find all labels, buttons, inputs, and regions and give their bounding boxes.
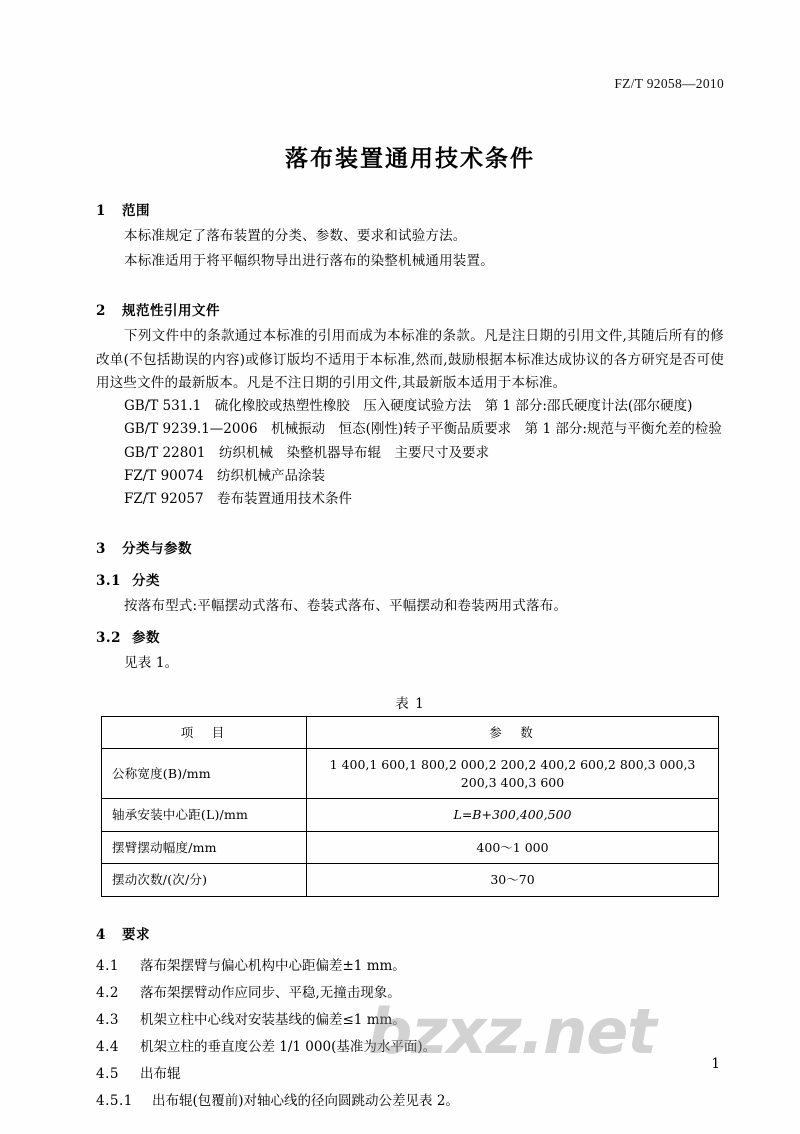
section-3-1 <box>96 569 724 618</box>
table-header-parameter: 参 数 <box>307 716 719 749</box>
reference-item <box>124 488 724 511</box>
section-3-1-number: 3.1 <box>96 573 121 590</box>
reference-text: GB/T 9239.1—2006 机械振动 恒态(刚性)转子平衡品质要求 第 1 部分:规范与平衡允差的检验 <box>124 421 722 438</box>
requirement-number: 4.1 <box>96 957 119 974</box>
section-2-heading <box>96 299 724 319</box>
parameters-table <box>101 716 719 897</box>
reference-item <box>124 442 724 465</box>
section-3-2-paragraph: 见表 1。 <box>124 655 179 672</box>
requirement-text: 出布辊 <box>140 1065 181 1082</box>
requirement-text: 机架立柱中心线对安装基线的偏差≤1 mm。 <box>140 1011 406 1028</box>
requirement-item <box>96 953 724 980</box>
table-row <box>102 799 719 832</box>
table-cell-item: 轴承安装中心距(L)/mm <box>102 799 307 832</box>
table-cell-item: 摆动次数/(次/分) <box>102 864 307 897</box>
section-2-number: 2 <box>96 303 106 320</box>
section-3-number: 3 <box>96 541 106 558</box>
table-cell-value: 1 400,1 600,1 800,2 000,2 200,2 400,2 600,2 800,3 000,3 200,3 400,3 600 <box>307 749 719 799</box>
requirement-number: 4.5 <box>96 1065 119 1082</box>
section-3-heading <box>96 537 724 557</box>
table-caption: 表 1 <box>395 695 425 712</box>
watermark: bzxz.net <box>368 995 656 1068</box>
section-4-heading <box>96 923 724 943</box>
section-4-number: 4 <box>96 926 106 943</box>
page-content <box>96 76 724 1115</box>
section-1-paragraph-1: 本标准规定了落布装置的分类、参数、要求和试验方法。 <box>124 228 467 244</box>
table-cell-value: 30～70 <box>307 864 719 897</box>
reference-text: GB/T 531.1 硫化橡胶或热塑性橡胶 压入硬度试验方法 第 1 部分:邵氏硬度计法(邵尔硬度) <box>124 398 693 415</box>
section-3-1-paragraph: 按落布型式:平幅摆动式落布、卷装式落布、平幅摆动和卷装两用式落布。 <box>124 598 568 615</box>
section-1-number: 1 <box>96 203 106 219</box>
reference-item <box>124 465 724 488</box>
table-cell-value: 400～1 000 <box>307 831 719 864</box>
reference-text: GB/T 22801 纺织机械 染整机器导布辊 主要尺寸及要求 <box>124 444 489 461</box>
requirement-item <box>96 1088 724 1115</box>
section-4-title: 要求 <box>122 926 150 943</box>
requirement-number: 4.2 <box>96 984 119 1001</box>
section-3-2-title: 参数 <box>132 630 160 647</box>
requirement-number: 4.4 <box>96 1038 119 1055</box>
reference-item <box>124 395 724 418</box>
section-3-1-title: 分类 <box>132 573 160 590</box>
section-1-paragraph-2: 本标准适用于将平幅织物导出进行落布的染整机械通用装置。 <box>124 253 494 270</box>
requirement-text: 机架立柱的垂直度公差 1/1 000(基准为水平面)。 <box>140 1038 437 1055</box>
reference-text: FZ/T 92057 卷布装置通用技术条件 <box>124 490 353 507</box>
section-3-2 <box>96 626 724 675</box>
table-cell-value: L=B+300,400,500 <box>307 799 719 832</box>
requirement-number: 4.3 <box>96 1011 119 1028</box>
section-1-title: 范围 <box>122 203 150 219</box>
section-3-2-number: 3.2 <box>96 630 121 647</box>
requirement-text: 落布架摆臂动作应同步、平稳,无撞击现象。 <box>140 984 401 1001</box>
table-row <box>102 749 719 799</box>
section-1-heading <box>96 199 724 219</box>
reference-text: FZ/T 90074 纺织机械产品涂装 <box>124 467 326 484</box>
section-2-title: 规范性引用文件 <box>122 303 220 320</box>
table-cell-item: 摆臂摆动幅度/mm <box>102 831 307 864</box>
section-2-paragraph-1: 下列文件中的条款通过本标准的引用而成为本标准的条款。凡是注日期的引用文件,其随后所有的修改单(不包括勘误的内容)或修订版均不适用于本标准,然而,鼓励根据本标准达成协议的各方研究是否可使用这些文件的最新版本。凡是不注日期的引用文件,其最新版本适用于本标准。 <box>96 328 724 391</box>
document-title: 落布装置通用技术条件 <box>285 145 535 172</box>
page-number: 1 <box>711 1056 720 1072</box>
table-header-row <box>102 716 719 749</box>
table-header-item: 项 目 <box>102 716 307 749</box>
section-1 <box>96 199 724 273</box>
reference-item <box>124 418 724 441</box>
section-3-1-heading <box>96 569 724 589</box>
table-row <box>102 831 719 864</box>
requirement-text: 出布辊(包覆前)对轴心线的径向圆跳动公差见表 2。 <box>152 1092 459 1109</box>
section-3-2-heading <box>96 626 724 646</box>
section-3-title: 分类与参数 <box>122 541 192 558</box>
requirement-text: 落布架摆臂与偏心机构中心距偏差±1 mm。 <box>140 957 406 974</box>
table-cell-item: 公称宽度(B)/mm <box>102 749 307 799</box>
section-2 <box>96 299 724 511</box>
table-row <box>102 864 719 897</box>
requirement-number: 4.5.1 <box>96 1092 133 1109</box>
standard-code-header: FZ/T 92058—2010 <box>614 76 724 91</box>
section-3 <box>96 537 724 675</box>
